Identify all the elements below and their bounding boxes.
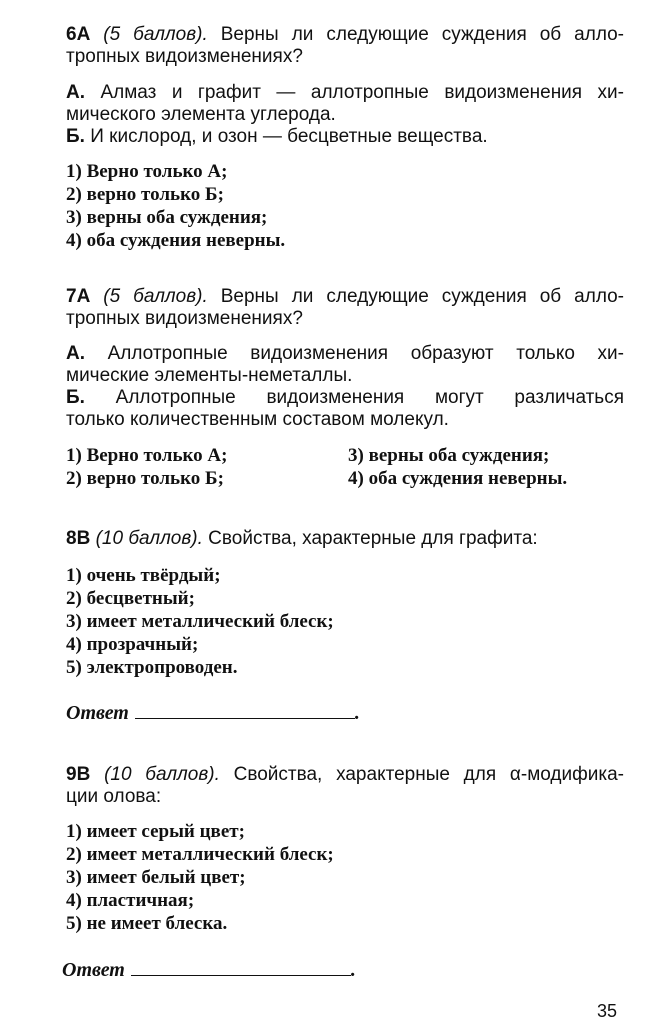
- prompt-text: тропных видоизменениях?: [66, 46, 303, 67]
- question-7a-prompt: [66, 286, 624, 330]
- statement-text: мического элемента углерода.: [66, 104, 336, 125]
- option-item: 3) имеет металлический блеск;: [66, 611, 334, 632]
- option-item: 5) не имеет блеска.: [66, 913, 228, 934]
- question-6a-prompt: [66, 24, 624, 68]
- option-item: 1) очень твёрдый;: [66, 565, 221, 586]
- question-number: 7А: [66, 286, 91, 307]
- answer-label: Ответ: [62, 959, 125, 981]
- option-item: 4) оба суждения неверны.: [66, 230, 286, 251]
- option-item: 1) имеет серый цвет;: [66, 821, 245, 842]
- question-9b-options: [66, 820, 624, 935]
- answer-line[interactable]: [135, 702, 355, 719]
- statement-text: только количественным составом молекул.: [66, 409, 449, 430]
- option-item: 3) верны оба суждения;: [348, 445, 550, 466]
- statement-text: Аллотропные видоизменения могут различаться: [115, 387, 624, 408]
- option-item: 5) электропроводен.: [66, 657, 238, 678]
- option-item: 1) Верно только А;: [66, 445, 228, 466]
- answer-field[interactable]: [66, 702, 360, 725]
- statement-label: А.: [66, 82, 85, 103]
- question-8b-options: [66, 564, 624, 679]
- question-points: (5 баллов).: [103, 286, 208, 307]
- statement-text: Аллотропные видоизменения образуют только хи-: [107, 343, 624, 364]
- question-8b-prompt: [66, 528, 624, 550]
- option-item: 1) Верно только А;: [66, 161, 228, 182]
- statement-label: А.: [66, 343, 85, 364]
- option-item: 2) имеет металлический блеск;: [66, 844, 334, 865]
- prompt-text: Свойства, характерные для α-модифика-: [233, 764, 624, 785]
- answer-field[interactable]: [62, 959, 356, 982]
- statement-text: Алмаз и графит — аллотропные видоизменения хи-: [100, 82, 624, 103]
- question-number: 6А: [66, 24, 91, 45]
- statement-text: И кислород, и озон — бесцветные вещества.: [90, 126, 488, 147]
- option-item: 2) верно только Б;: [66, 184, 224, 205]
- option-item: 2) верно только Б;: [66, 468, 224, 489]
- option-item: 3) верны оба суждения;: [66, 207, 268, 228]
- option-item: 2) бесцветный;: [66, 588, 195, 609]
- question-6a-options: [66, 160, 624, 252]
- prompt-text: Свойства, характерные для графита:: [208, 528, 538, 549]
- question-7a-options: [66, 444, 624, 490]
- option-item: 4) пластичная;: [66, 890, 195, 911]
- question-points: (10 баллов).: [95, 528, 203, 549]
- answer-end: .: [350, 959, 356, 981]
- answer-end: .: [354, 702, 360, 724]
- answer-line[interactable]: [131, 959, 351, 976]
- question-number: 9В: [66, 764, 91, 785]
- statement-text: мические элементы-неметаллы.: [66, 365, 353, 386]
- question-9b-prompt: [66, 764, 624, 808]
- question-7a-statements: [66, 343, 624, 431]
- statement-label: Б.: [66, 387, 85, 408]
- statement-label: Б.: [66, 126, 85, 147]
- page-number: 35: [597, 1001, 618, 1021]
- prompt-text: Верны ли следующие суждения об алло-: [220, 286, 625, 307]
- question-6a-statements: [66, 82, 624, 148]
- option-item: 4) прозрачный;: [66, 634, 199, 655]
- question-points: (5 баллов).: [103, 24, 208, 45]
- prompt-text: ции олова:: [66, 786, 162, 807]
- question-number: 8В: [66, 528, 91, 549]
- prompt-text: тропных видоизменениях?: [66, 308, 303, 329]
- option-item: 3) имеет белый цвет;: [66, 867, 246, 888]
- answer-label: Ответ: [66, 702, 129, 724]
- question-points: (10 баллов).: [104, 764, 220, 785]
- prompt-text: Верны ли следующие суждения об алло-: [220, 24, 625, 45]
- option-item: 4) оба суждения неверны.: [348, 468, 568, 489]
